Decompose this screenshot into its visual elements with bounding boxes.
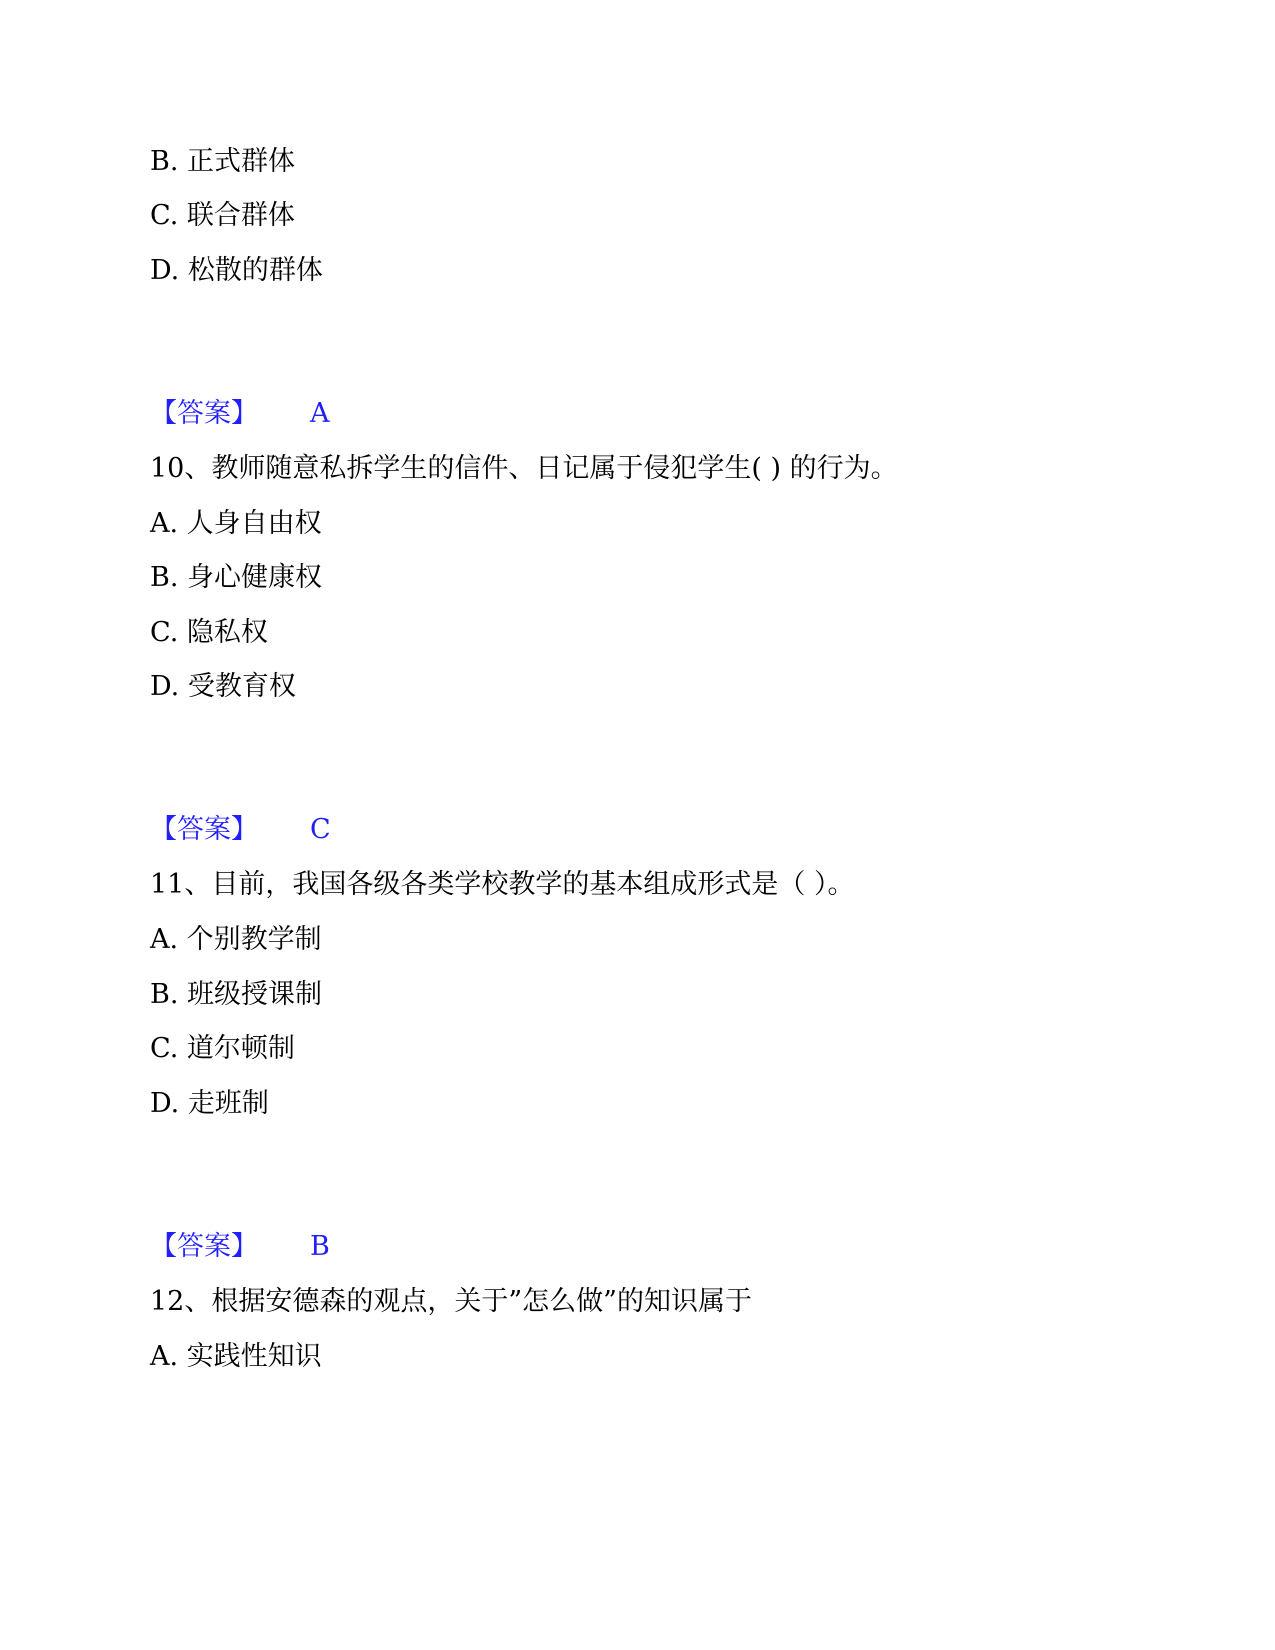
q11-option-c: C. 道尔顿制 bbox=[150, 1033, 295, 1064]
q12-option-a: A. 实践性知识 bbox=[150, 1341, 322, 1372]
q11-option-d: D. 走班制 bbox=[150, 1088, 269, 1119]
q9-answer bbox=[150, 397, 330, 431]
q11-stem: 11、目前，我国各级各类学校教学的基本组成形式是（ ）。 bbox=[150, 869, 855, 900]
q9-option-c: C. 联合群体 bbox=[150, 200, 295, 231]
q10-stem: 10、教师随意私拆学生的信件、日记属于侵犯学生( ) 的行为。 bbox=[150, 453, 898, 484]
q10-option-c: C. 隐私权 bbox=[150, 617, 268, 648]
q10-option-a: A. 人身自由权 bbox=[150, 508, 322, 539]
answer-tag: 【答案】 bbox=[150, 814, 258, 845]
q9-option-d: D. 松散的群体 bbox=[150, 255, 323, 286]
q10-option-b: B. 身心健康权 bbox=[150, 562, 323, 593]
q11-option-a: A. 个别教学制 bbox=[150, 924, 322, 955]
answer-value: C bbox=[310, 814, 331, 845]
answer-value: B bbox=[310, 1231, 330, 1262]
answer-value: A bbox=[310, 398, 330, 429]
q12-stem: 12、根据安德森的观点，关于”怎么做”的知识属于 bbox=[150, 1286, 752, 1317]
q9-option-b: B. 正式群体 bbox=[150, 146, 296, 177]
q11-option-b: B. 班级授课制 bbox=[150, 979, 323, 1010]
answer-tag: 【答案】 bbox=[150, 1231, 258, 1262]
answer-tag: 【答案】 bbox=[150, 398, 258, 429]
q10-answer bbox=[150, 813, 331, 847]
q11-answer bbox=[150, 1230, 330, 1264]
q10-option-d: D. 受教育权 bbox=[150, 671, 296, 702]
